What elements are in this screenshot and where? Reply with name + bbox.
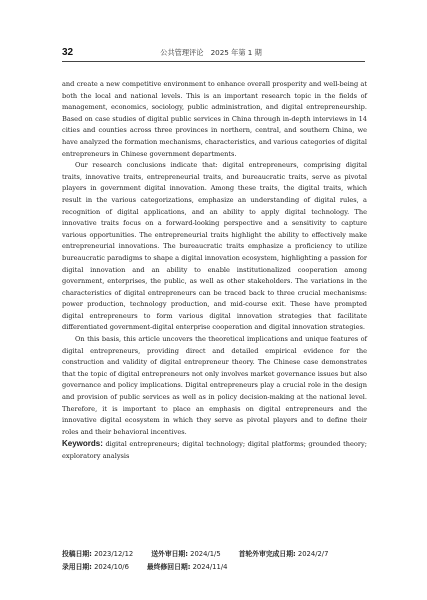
journal-title: 公共管理评论 2025 年第 1 期 <box>160 48 262 57</box>
keywords-text: digital entrepreneurs; digital technology; digital platforms; grounded theory; exploratory analysis <box>62 440 367 460</box>
dates-line-1 <box>62 548 372 561</box>
dates-line-2 <box>62 561 372 574</box>
article-body <box>62 79 367 463</box>
keywords <box>62 438 367 462</box>
submission-dates <box>62 548 372 574</box>
running-header <box>62 44 365 62</box>
date-accepted: 录用日期: 2024/10/6 <box>62 563 129 571</box>
date-first-review-complete: 首轮外审完成日期: 2024/2/7 <box>238 550 329 558</box>
paragraph-3: On this basis, this article uncovers the theoretical implications and unique features of digital entrepreneurs, providing direct and detailed empirical evidence for the construction and validity of digital entrepreneur theory. The Chinese case demonstrates that the topic of digital entrepreneurs not only involves market governance issues but also governance and policy implications. Digital entrepreneurs play a crucial role in the design and provision of public services as well as in policy decision-making at the national level. Therefore, it is important to place an emphasis on digital entrepreneurs and the innovative digital ecosystem in which they serve as pivotal players and to define their roles and their behavioral incentives. <box>62 335 367 436</box>
paragraph-1: and create a new competitive environment to enhance overall prosperity and well-being at both the local and national levels. This is an important research topic in the fields of management, economics, sociology, public administration, and digital entrepreneurship. Based on case studies of digital public services in China through in-depth interviews in 14 cities and counties across three provinces in northern, central, and southern China, we have analyzed the formation mechanisms, characteristics, and various categories of digital entrepreneurs in Chinese government departments. <box>62 80 367 158</box>
paragraph-2: Our research conclusions indicate that: digital entrepreneurs, comprising digital traits, innovative traits, entrepreneurial traits, and bureaucratic traits, serve as pivotal players in government digital innovation. Among these traits, the digital traits, which result in the various categorizations, emphasize an understanding of digital rules, a recognition of digital applications, and an ability to apply digital technology. The innovative traits focus on a forward-looking perspective and a sensitivity to capture various opportunities. The entrepreneurial traits highlight the ability to effectively make entrepreneurial innovations. The bureaucratic traits emphasize a proficiency to utilize bureaucratic paradigms to shape a digital innovation ecosystem, highlighting a passion for digital innovation and an ability to enable institutionalized cooperation among government, enterprises, the public, as well as other stakeholders. The variations in the characteristics of digital entrepreneurs can be traced back to three crucial mechanisms: power production, technology production, and mid-course exit. These have prompted digital entrepreneurs to form various digital innovation strategies that facilitate differentiated government-digital enterprise cooperation and digital innovation strategies. <box>62 161 367 332</box>
keywords-label: Keywords: <box>62 439 103 449</box>
page-number: 32 <box>62 47 74 58</box>
date-sent-for-review: 送外审日期: 2024/1/5 <box>151 550 221 558</box>
date-final-revision: 最终修回日期: 2024/11/4 <box>146 563 228 571</box>
date-submitted: 投稿日期: 2023/12/12 <box>62 550 134 558</box>
